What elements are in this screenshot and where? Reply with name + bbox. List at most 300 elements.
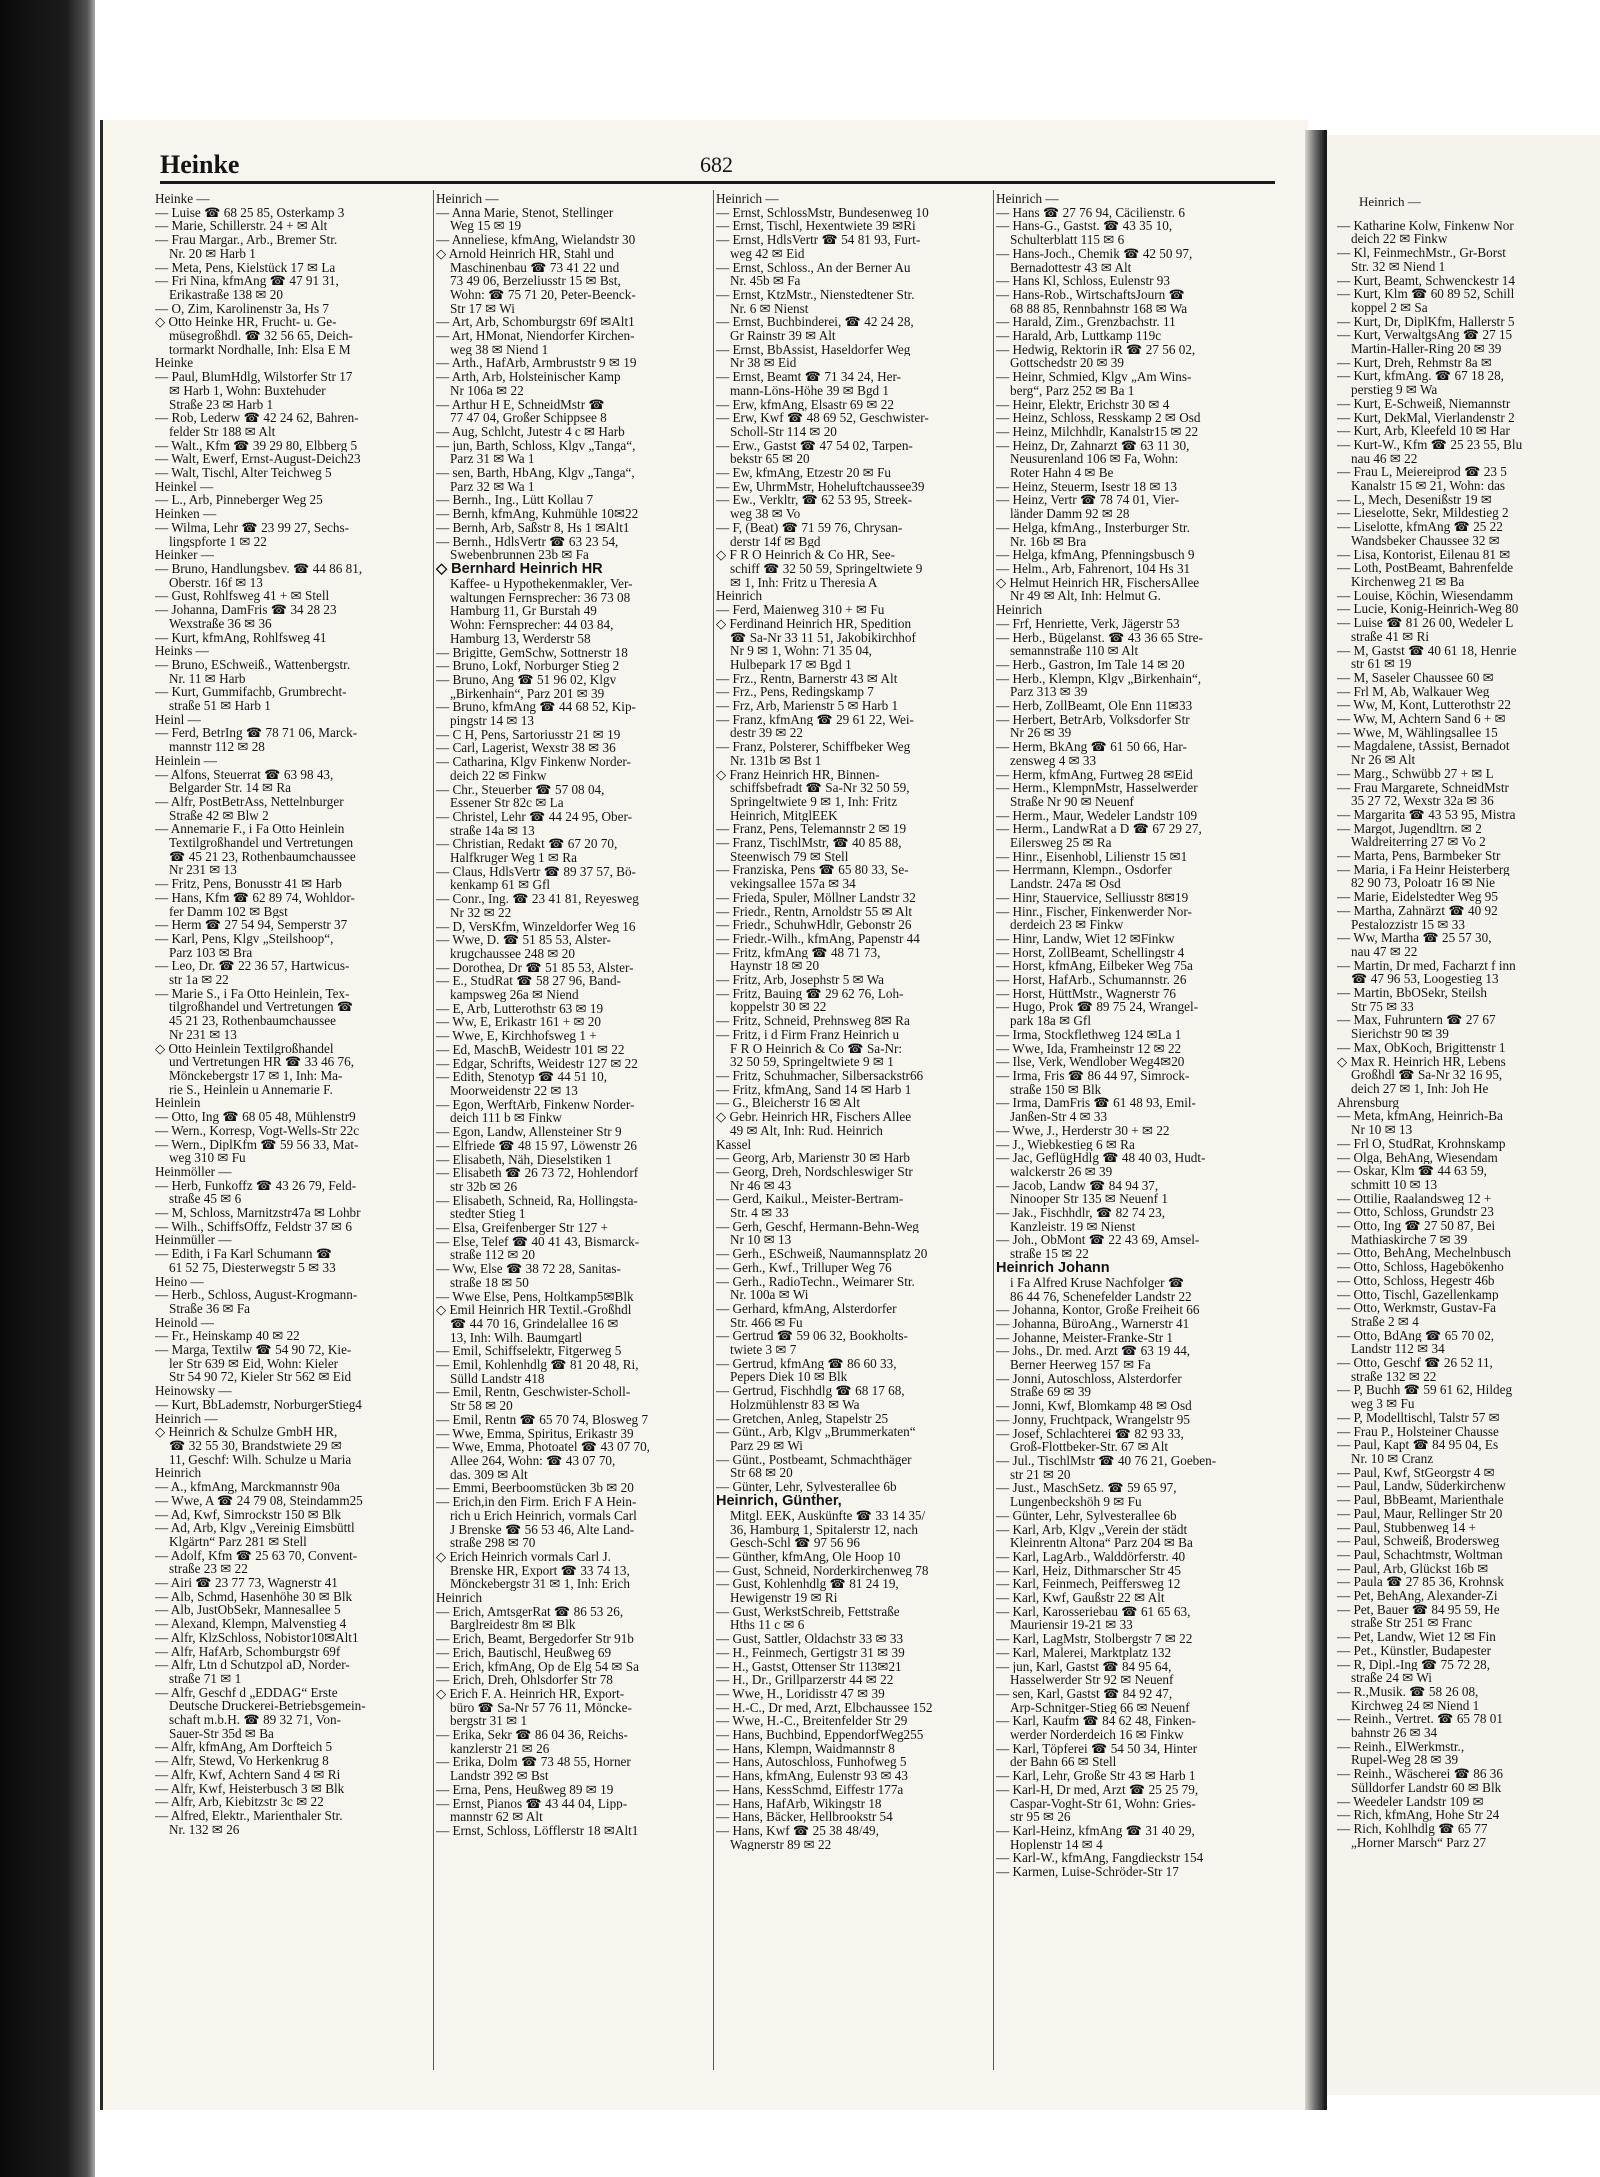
directory-entry-line: — Heinr, Schmied, Klgv „Am Wins-: [996, 370, 1192, 384]
directory-entry-line: Heinrich, MitglEEK: [730, 808, 838, 823]
facing-page-entry-line: — Rich, kfmAng, Hohe Str 24: [1337, 1808, 1500, 1822]
directory-entry-line: müsegroßhdl. ☎ 32 56 65, Deich-: [169, 329, 353, 343]
directory-entry-line: — Bruno, Handlungsbev. ☎ 44 86 81,: [155, 561, 363, 576]
directory-entry-line: — Friedr.-Wilh., kfmAng, Papenstr 44: [716, 931, 920, 946]
directory-entry-line: Ninooper Str 135 ✉ Neuenf 1: [1010, 1192, 1168, 1207]
directory-entry-line: — Conr., Ing. ☎ 23 41 81, Reyesweg: [436, 892, 639, 906]
directory-entry-line: Gottschedstr 20 ✉ 39: [1010, 356, 1124, 371]
directory-entry-line: — Wwe, H., Loridisstr 47 ✉ 39: [716, 1686, 885, 1701]
directory-entry-line: — Ernst, KtzMstr., Nienstedtener Str.: [716, 287, 915, 302]
directory-entry-line: Swebenbrunnen 23b ✉ Fa: [450, 548, 589, 562]
directory-entry-line: ◇ Ferdinand Heinrich HR, Spedition: [716, 616, 912, 631]
directory-entry-line: — D, VersKfm, Winzeldorfer Weg 16: [436, 919, 636, 934]
directory-entry-line: — Hans, Kfm ☎ 62 89 74, Wohldor-: [155, 890, 355, 905]
directory-entry-line: — Egon, WerftArb, Finkenw Norder-: [436, 1097, 635, 1112]
facing-page-entry-line: — Louise, Köchin, Wiesendamm: [1337, 588, 1514, 603]
directory-entry-line: ler Str 639 ✉ Eid, Wohn: Kieler: [169, 1356, 339, 1371]
directory-entry-line: Nr 38 ✉ Eid: [730, 356, 797, 371]
directory-entry-line: — Karl, Karosseriebau ☎ 61 65 63,: [996, 1604, 1191, 1619]
facing-page-entry-line: straße 41 ✉ Ri: [1351, 629, 1430, 644]
directory-entry-line: — Gerh., RadioTechn., Weimarer Str.: [716, 1274, 915, 1289]
directory-entry-line: — Alfr, Arb, Kiebitzstr 3c ✉ 22: [155, 1795, 324, 1809]
directory-entry-line: — Bruno, ESchweiß., Wattenbergstr.: [155, 657, 351, 672]
directory-entry-line: — Hans ☎ 27 76 94, Cäcilienstr. 6: [996, 205, 1185, 220]
directory-entry-line: Sülld Landstr 418: [450, 1371, 545, 1386]
directory-entry-line: — Arth., HafArb, Armbruststr 9 ✉ 19: [436, 356, 637, 371]
page-number: 682: [700, 152, 733, 177]
facing-page-entry-line: — Pet, BehAng, Alexander-Zi: [1337, 1589, 1498, 1603]
facing-page-entry-line: — Paul, Maur, Rellinger Str 20: [1337, 1506, 1503, 1521]
facing-page-entry-line: Waldreiterring 27 ✉ Vo 2: [1351, 835, 1486, 850]
directory-entry-line: — Harald, Arb, Luttkamp 119c: [996, 329, 1162, 343]
directory-entry-line: — Wwe, A ☎ 24 79 08, Steindamm25: [155, 1493, 363, 1508]
directory-entry-line: — Hans, KessSchmd, Eiffestr 177a: [716, 1782, 904, 1797]
directory-entry-line: — Herm., LandwRat a D ☎ 67 29 27,: [996, 822, 1202, 837]
directory-entry-line: Nr. 100a ✉ Wi: [730, 1288, 809, 1302]
directory-entry-line: — Erika, Sekr ☎ 86 04 36, Reichs-: [436, 1728, 628, 1742]
facing-page-entry-line: — P, Modelltischl, Talstr 57 ✉: [1337, 1410, 1500, 1425]
directory-entry-line: Wohn: Fernsprecher: 44 03 84,: [450, 618, 614, 632]
facing-page-entry-line: Sülldorfer Landstr 60 ✉ Blk: [1351, 1780, 1502, 1795]
facing-page-entry-line: str 61 ✉ 19: [1351, 657, 1412, 671]
directory-entry-line: — Karl, Töpferei ☎ 54 50 34, Hinter: [996, 1741, 1198, 1756]
facing-page-entry-line: — Luise ☎ 81 26 00, Wedeler L: [1337, 616, 1514, 630]
directory-entry-line: — Fritz, Pens, Bonusstr 41 ✉ Harb: [155, 877, 342, 891]
directory-entry-line: Pepers Diek 10 ✉ Blk: [730, 1370, 848, 1385]
directory-entry-line: — Josef, Schlachterei ☎ 82 93 33,: [996, 1426, 1184, 1441]
directory-entry-line: — Gust, Kohlenhdlg ☎ 81 24 19,: [716, 1577, 899, 1592]
directory-entry-line: — Walt, Ewerf, Ernst-August-Deich23: [155, 452, 361, 467]
directory-entry-line: — Franz, Pens, Telemannstr 2 ✉ 19: [716, 822, 907, 837]
directory-entry-line: Textilgroßhandel und Vertretungen: [169, 836, 354, 850]
directory-entry-line: — Heinz, Steuerm, Isestr 18 ✉ 13: [996, 479, 1177, 494]
directory-entry-line: — Karl, Pens, Klgv „Steilshoop“,: [155, 931, 334, 946]
facing-page-entry-line: — Kurt, E-Schweiß, Niemannstr: [1337, 396, 1511, 411]
directory-entry-line: deich 22 ✉ Finkw: [450, 768, 547, 783]
directory-entry-line: — Ernst, Beamt ☎ 71 34 24, Her-: [716, 370, 902, 384]
directory-entry-line: — Hans, Klempn, Waidmannstr 8: [716, 1741, 895, 1756]
directory-entry-line: — Günt., Arb, Klgv „Brummerkaten“: [716, 1425, 916, 1439]
directory-entry-line: — Rob, Lederw ☎ 42 24 62, Bahren-: [155, 411, 359, 425]
directory-entry-line: Parz 31 ✉ Wa 1: [450, 452, 535, 467]
facing-page-entry-line: — Paul, Schweiß, Brodersweg: [1337, 1534, 1500, 1548]
directory-entry-line: Nr. 11 ✉ Harb: [169, 671, 246, 686]
directory-entry-line: Kassel: [716, 1137, 752, 1152]
directory-entry-line: — Helga, kfmAng, Pfenningsbusch 9: [996, 548, 1195, 562]
directory-entry-line: park 18a ✉ Gfl: [1010, 1014, 1091, 1028]
directory-entry-line: — Bernh, Arb, Saßstr 8, Hs 1 ✉Alt1: [436, 520, 630, 535]
facing-page-entry-line: — Paul, Stubbenweg 14 +: [1337, 1520, 1476, 1535]
facing-page-entry-line: — M, Gastst ☎ 40 61 18, Henrie: [1337, 643, 1517, 658]
directory-entry-line: Wohn: ☎ 75 71 20, Peter-Beenck-: [450, 287, 636, 302]
directory-entry-line: — Bernh., Ing., Lütt Kollau 7: [436, 493, 594, 508]
facing-page-entry-line: 82 90 73, Poloatr 16 ✉ Nie: [1351, 876, 1496, 891]
facing-page-entry-line: — Martin, BbOSekr, Steilsh: [1337, 986, 1488, 1000]
directory-entry-line: — L., Arb, Pinneberger Weg 25: [155, 493, 323, 508]
directory-entry-line: 36, Hamburg 1, Spitalerstr 12, nach: [730, 1522, 919, 1537]
directory-entry-line: — Annemarie F., i Fa Otto Heinlein: [155, 822, 345, 837]
directory-entry-line: — Karl, Kaufm ☎ 84 62 48, Finken-: [996, 1714, 1196, 1729]
directory-entry-line: Nr. 45b ✉ Fa: [730, 274, 801, 288]
facing-page-entry-line: perstieg 9 ✉ Wa: [1351, 383, 1438, 397]
directory-entry-line: Belgarder Str. 14 ✉ Ra: [169, 781, 292, 795]
directory-entry-line: — Ferd, Maienweg 310 + ✉ Fu: [716, 603, 885, 617]
directory-entry-line: — Herrmann, Klempn., Osdorfer: [996, 863, 1172, 878]
directory-entry-line: Weg 15 ✉ 19: [450, 219, 522, 234]
directory-entry-line: ◇ Arnold Heinrich HR, Stahl und: [436, 246, 614, 261]
directory-entry-line: — Wwe, Emma, Spiritus, Erikastr 39: [436, 1426, 634, 1441]
directory-entry-line: tilgroßhandel und Vertretungen ☎: [169, 1000, 354, 1015]
running-head: Heinke: [160, 150, 240, 179]
directory-entry-line: — Paul, BlumHdlg, Wilstorfer Str 17: [155, 370, 353, 384]
directory-entry-line: Straße 23 ✉ Harb 1: [169, 397, 274, 412]
directory-entry-line: Deutsche Druckerei-Betriebsgemein-: [169, 1699, 366, 1714]
directory-entry-line: — Wwe, J., Herderstr 30 + ✉ 22: [996, 1123, 1170, 1138]
facing-page-entry-line: Kirchenweg 21 ✉ Ba: [1351, 574, 1465, 589]
directory-entry-line: — Erika, Dolm ☎ 73 48 55, Horner: [436, 1755, 631, 1770]
directory-entry-line: — Leo, Dr. ☎ 22 36 57, Hartwicus-: [155, 959, 350, 974]
facing-page-entry-line: Nr 10 ✉ 13: [1351, 1123, 1413, 1137]
directory-entry-line: Mönckebergstr 31 ✉ 1, Inh: Erich: [450, 1577, 631, 1592]
directory-entry-line: Nr. 6 ✉ Nienst: [730, 301, 809, 316]
directory-entry-line: — Emil, Kohlenhdlg ☎ 81 20 48, Ri,: [436, 1358, 639, 1372]
directory-entry-line: — Kurt, BbLademstr, NorburgerStieg4: [155, 1397, 362, 1412]
directory-entry-line: zensweg 4 ✉ 33: [1010, 753, 1097, 768]
directory-entry-line: — Herm, BkAng ☎ 61 50 66, Har-: [996, 740, 1187, 754]
directory-entry-line: bekstr 65 ✉ 20: [730, 452, 810, 467]
directory-entry-line: Mauriensir 19-21 ✉ 33: [1010, 1618, 1133, 1633]
directory-entry-line: — Ilse, Verk, Wendlober Weg4✉20: [996, 1055, 1185, 1069]
directory-entry-line: — Georg, Arb, Marienstr 30 ✉ Harb: [716, 1151, 910, 1165]
directory-entry-line: Heinowsky —: [155, 1384, 232, 1398]
directory-entry-line: Gr Rainstr 39 ✉ Alt: [730, 329, 836, 343]
directory-entry-line: — Alfr, KlzSchloss, Nobistor10✉Alt1: [155, 1630, 359, 1645]
facing-page-entry-line: Landstr 112 ✉ 34: [1351, 1342, 1445, 1357]
directory-entry-line: Klgärtn“ Parz 281 ✉ Stell: [169, 1534, 307, 1549]
directory-entry-line: — Herm., Maur, Wedeler Landstr 109: [996, 808, 1198, 823]
directory-entry-line: — Alfr, HafArb, Schomburgstr 69f: [155, 1644, 341, 1659]
directory-entry-line: walckerstr 26 ✉ 39: [1010, 1164, 1113, 1179]
directory-entry-line: — E, Arb, Lutterothstr 63 ✉ 19: [436, 1001, 604, 1016]
directory-entry-line: Steenwisch 79 ✉ Stell: [730, 849, 849, 864]
directory-entry-line: — Karl, Malerei, Marktplatz 132: [996, 1645, 1172, 1660]
directory-entry-line: — H., Dr., Grillparzerstr 44 ✉ 22: [716, 1673, 894, 1687]
directory-entry-line: — Ernst, Tischl, Hexentwiete 39 ✉Ri: [716, 219, 916, 234]
facing-page-entry-line: — Lucie, Konig-Heinrich-Weg 80: [1337, 602, 1519, 617]
directory-entry-line: — Heinr, Elektr, Erichstr 30 ✉ 4: [996, 397, 1170, 412]
directory-entry-line: — Marie S., i Fa Otto Heinlein, Tex-: [155, 986, 350, 1001]
facing-page-entry-line: — Meta, kfmAng, Heinrich-Ba: [1337, 1109, 1503, 1124]
directory-entry-line: Wagnerstr 89 ✉ 22: [730, 1837, 832, 1852]
directory-entry-line: Str 58 ✉ 20: [450, 1399, 513, 1413]
directory-entry-line: — Harald, Zim., Grenzbachstr. 11: [996, 315, 1176, 330]
facing-page-entry-line: — Reinh., Wäscherei ☎ 86 36: [1337, 1767, 1503, 1781]
facing-page-entry-line: — Otto, Werkmstr, Gustav-Fa: [1337, 1301, 1496, 1315]
directory-entry-line: Heinken —: [155, 507, 217, 521]
directory-entry-line: — Karl, Kwf, Gaußstr 22 ✉ Alt: [996, 1591, 1165, 1605]
directory-entry-line: Heinrich —: [155, 1411, 218, 1426]
directory-entry-line: — Meta, Pens, Kielstück 17 ✉ La: [155, 260, 336, 275]
directory-entry-line: — Gerd, Kaikul., Meister-Bertram-: [716, 1192, 904, 1207]
directory-entry-line: Straße Nr 90 ✉ Neuenf: [1010, 794, 1134, 809]
directory-entry-line: straße 45 ✉ 6: [169, 1192, 242, 1207]
facing-page-entry-line: deich 22 ✉ Finkw: [1351, 232, 1448, 247]
directory-entry-line: str 21 ✉ 20: [1010, 1467, 1071, 1482]
directory-entry-line: koppelstr 30 ✉ 22: [730, 1000, 827, 1015]
directory-entry-line: — Franz, TischlMstr, ☎ 40 85 88,: [716, 836, 902, 850]
facing-page-fragment: [1327, 135, 1600, 2095]
directory-entry-line: Berner Heerweg 157 ✉ Fa: [1010, 1358, 1151, 1372]
directory-entry-line: Straße 42 ✉ Blw 2: [169, 808, 269, 823]
directory-entry-line: — Günther, kfmAng, Ole Hoop 10: [716, 1549, 901, 1564]
directory-entry-line: — Alfr, Kwf, Achtern Sand 4 ✉ Ri: [155, 1767, 341, 1782]
directory-entry-line: das. 309 ✉ Alt: [450, 1467, 528, 1482]
directory-entry-line: — Catharina, Klgv Finkenw Norder-: [436, 755, 631, 769]
page-header: [160, 150, 1270, 180]
directory-entry-line: Heinrich Johann: [996, 1260, 1110, 1276]
directory-entry-line: F R O Heinrich & Co ☎ Sa-Nr:: [730, 1041, 903, 1056]
directory-entry-line: — Günt., Postbeamt, Schmachthäger: [716, 1452, 912, 1467]
directory-entry-line: Heinrich: [436, 1591, 483, 1605]
directory-entry-line: — Anneliese, kfmAng, Wielandstr 30: [436, 233, 636, 247]
directory-entry-line: Heinrich: [716, 589, 763, 604]
directory-entry-line: ☎ 32 55 30, Brandstwiete 29 ✉: [169, 1438, 342, 1453]
directory-entry-line: Janßen-Str 4 ✉ 33: [1010, 1110, 1108, 1124]
directory-entry-line: ☎ 44 70 16, Grindelallee 16 ✉: [450, 1316, 619, 1331]
directory-entry-line: — Gerhard, kfmAng, Alsterdorfer: [716, 1301, 897, 1316]
directory-entry-line: Moorweidenstr 22 ✉ 13: [450, 1084, 578, 1098]
facing-page-entry-line: — Otto, Tischl, Gazellenkamp: [1337, 1287, 1499, 1302]
directory-entry-line: — Alfr, kfmAng, Am Dorfteich 5: [155, 1740, 333, 1755]
directory-entry-line: — Horst, kfmAng, Eilbeker Weg 75a: [996, 959, 1193, 974]
directory-entry-line: Heinrich: [155, 1466, 202, 1481]
directory-entry-line: — Wilma, Lehr ☎ 23 99 27, Sechs-: [155, 520, 350, 535]
directory-entry-line: Heinke —: [155, 192, 210, 206]
directory-entry-line: ◇ Otto Heinke HR, Frucht- u. Ge-: [155, 315, 337, 330]
directory-entry-line: — Arth, Arb, Holsteinischer Kamp: [436, 370, 621, 384]
directory-entry-line: büro ☎ Sa-Nr 57 76 11, Möncke-: [450, 1700, 632, 1715]
directory-entry-line: — Kurt, kfmAng, Rohlfsweg 41: [155, 630, 327, 645]
directory-entry-line: — M, Schloss, Marnitzstr47a ✉ Lohbr: [155, 1206, 361, 1220]
directory-entry-line: — Franz, Polsterer, Schiffbeker Weg: [716, 740, 911, 754]
directory-entry-line: — Marga, Textilw ☎ 54 90 72, Kie-: [155, 1343, 352, 1357]
directory-entry-line: — Irma, DamFris ☎ 61 48 93, Emil-: [996, 1096, 1196, 1111]
directory-entry-line: Heinrich —: [716, 192, 779, 206]
directory-entry-line: — Hinr., Eisenhobl, Lilienstr 15 ✉1: [996, 849, 1188, 864]
directory-entry-line: Wexstraße 36 ✉ 36: [169, 616, 272, 631]
directory-entry-line: 61 52 75, Diesterwegstr 5 ✉ 33: [169, 1260, 336, 1275]
directory-entry-line: — Adolf, Kfm ☎ 25 63 70, Convent-: [155, 1548, 358, 1563]
directory-entry-line: Essener Str 82c ✉ La: [450, 796, 564, 810]
directory-entry-line: — Chr., Steuerber ☎ 57 08 04,: [436, 782, 605, 797]
directory-entry-line: ◇ Heinrich & Schulze GmbH HR,: [155, 1425, 338, 1439]
directory-entry-line: — Art, Arb, Schomburgstr 69f ✉Alt1: [436, 315, 635, 330]
directory-entry-line: Caspar-Voght-Str 61, Wohn: Gries-: [1010, 1796, 1196, 1811]
directory-entry-line: — Hans, Buchbind, EppendorfWeg255: [716, 1728, 924, 1742]
facing-page-entry-line: — Paul, Schachtmstr, Woltman: [1337, 1547, 1503, 1562]
directory-entry-line: — Gretchen, Anleg, Stapelstr 25: [716, 1411, 889, 1426]
directory-entry-line: Hamburg 13, Werderstr 58: [450, 631, 591, 646]
directory-entry-line: — Ww, E, Erikastr 161 + ✉ 20: [436, 1015, 601, 1030]
directory-entry-line: ◇ Otto Heinlein Textilgroßhandel: [155, 1041, 334, 1056]
directory-entry-line: — Ernst, SchlossMstr, Bundesenweg 10: [716, 205, 929, 220]
directory-entry-line: — Alb, JustObSekr, Mannesallee 5: [155, 1603, 341, 1618]
facing-page-entry-line: — Liselotte, kfmAng ☎ 25 22: [1337, 520, 1503, 534]
directory-entry-line: ◇ F R O Heinrich & Co HR, See-: [716, 548, 896, 562]
directory-column-4: [996, 192, 1270, 2072]
directory-entry-line: Heinrich —: [996, 192, 1059, 206]
directory-entry-line: straße 18 ✉ 50: [450, 1275, 529, 1290]
directory-entry-line: bergstr 31 ✉ 1: [450, 1714, 528, 1729]
directory-entry-line: Str 17 ✉ Wi: [450, 301, 515, 316]
directory-entry-line: kenkamp 61 ✉ Gfl: [450, 878, 551, 893]
directory-entry-line: — Heinz, Vertr ☎ 78 74 01, Vier-: [996, 493, 1179, 508]
directory-entry-line: — Johanna, BüroAng., Warnerstr 41: [996, 1316, 1190, 1331]
facing-page-entry-line: — Kurt, Dreh, Rehmstr 8a ✉: [1337, 355, 1492, 370]
facing-page-entry-line: — Lieselotte, Sekr, Mildestieg 2: [1337, 506, 1509, 521]
facing-page-entry-line: Ahrensburg: [1337, 1095, 1400, 1110]
directory-entry-line: — Elisabeth, Näh, Dieselstiken 1: [436, 1152, 612, 1167]
facing-page-entry-line: — Frau P., Holsteiner Chausse: [1337, 1424, 1499, 1439]
directory-entry-line: — Elsa, Greifenberger Str 127 +: [436, 1221, 608, 1235]
facing-page-entry-line: nau 46 ✉ 22: [1351, 451, 1418, 466]
directory-entry-line: str 32b ✉ 26: [450, 1179, 518, 1194]
directory-entry-line: — Dorothea, Dr ☎ 51 85 53, Alster-: [436, 960, 634, 975]
directory-entry-line: — Elisabeth ☎ 26 73 72, Hohlendorf: [436, 1166, 639, 1180]
directory-entry-line: — Kurt, Gummifachb, Grumbrecht-: [155, 685, 347, 700]
directory-entry-line: — Ernst, Pianos ☎ 43 44 04, Lipp-: [436, 1796, 628, 1811]
directory-entry-line: — Edgar, Schrifts, Weidestr 127 ✉ 22: [436, 1056, 638, 1071]
directory-entry-line: — Wwe, Emma, Photoatel ☎ 43 07 70,: [436, 1440, 650, 1454]
facing-page-lines: [1337, 219, 1600, 1850]
directory-entry-line: ☎ Sa-Nr 33 11 51, Jakobikirchhof: [730, 630, 916, 645]
directory-entry-line: krugchaussee 248 ✉ 20: [450, 946, 575, 961]
facing-page-entry-line: Pestalozzistr 15 ✉ 33: [1351, 917, 1465, 932]
directory-entry-line: — Hans-Joch., Chemik ☎ 42 50 97,: [996, 246, 1193, 261]
directory-entry-line: — Ww, Else ☎ 38 72 28, Sanitas-: [436, 1262, 621, 1276]
directory-entry-line: Roter Hahn 4 ✉ Be: [1010, 466, 1114, 480]
directory-entry-line: — Christel, Lehr ☎ 44 24 95, Ober-: [436, 809, 632, 824]
directory-entry-line: Nr 32 ✉ 22: [450, 905, 512, 920]
facing-page-entry-line: — R.,Musik. ☎ 58 26 08,: [1337, 1684, 1479, 1699]
facing-page-entry-line: Wandsbeker Chaussee 32 ✉: [1351, 533, 1500, 548]
facing-page-entry-line: — Paul, Kwf, StGeorgstr 4 ✉: [1337, 1465, 1495, 1480]
directory-entry-line: — Herb, ZollBeamt, Ole Enn 11✉33: [996, 699, 1193, 713]
directory-entry-line: — Alfr, Stewd, Vo Herkenkrug 8: [155, 1754, 329, 1768]
directory-entry-line: ✉ Harb 1, Wohn: Buxtehuder: [169, 383, 326, 398]
facing-page-entry-line: — Kl, FeinmechMstr., Gr-Borst: [1337, 246, 1506, 260]
facing-page-entry-line: ☎ 47 96 53, Loogestieg 13: [1351, 972, 1499, 987]
directory-entry-line: — Ew, kfmAng, Etzestr 20 ✉ Fu: [716, 466, 892, 480]
directory-entry-line: — Ad, Arb, Klgv „Vereinig Eimsbüttl: [155, 1521, 355, 1535]
directory-entry-line: Maschinenbau ☎ 73 41 22 und: [450, 260, 620, 275]
directory-entry-line: ◇ Helmut Heinrich HR, FischersAllee: [996, 575, 1200, 590]
directory-entry-line: Heinlein: [155, 1096, 201, 1111]
facing-page-entry-line: Martin-Haller-Ring 20 ✉ 39: [1351, 342, 1502, 356]
directory-entry-line: Heinmöller —: [155, 1164, 232, 1179]
directory-entry-line: — Fritz, Schuhmacher, Silbersackstr66: [716, 1069, 924, 1083]
directory-entry-line: — H., Gastst, Ottenser Str 113✉21: [716, 1659, 902, 1674]
directory-entry-line: schaft m.b.H. ☎ 89 32 71, Von-: [169, 1713, 341, 1727]
facing-page-entry-line: „Horner Marsch“ Parz 27: [1351, 1835, 1487, 1850]
directory-entry-line: 73 49 06, Berzeliusstr 15 ✉ Bst,: [450, 274, 621, 288]
facing-page-entry-line: — Marie, Eidelstedter Weg 95: [1337, 890, 1498, 904]
facing-page-entry-line: — Ottilie, Raalandsweg 12 +: [1337, 1191, 1492, 1206]
directory-entry-line: — Hans Kl, Schloss, Eulenstr 93: [996, 274, 1170, 288]
directory-entry-line: Neusurenland 106 ✉ Fa, Wohn:: [1010, 452, 1179, 467]
facing-page-entry-line: — Ww, Martha ☎ 25 57 30,: [1337, 931, 1492, 945]
directory-entry-line: — Jac, GeflügHdlg ☎ 48 40 03, Hudt-: [996, 1151, 1206, 1165]
facing-page-entry-line: — Lisa, Kontorist, Eilenau 81 ✉: [1337, 547, 1511, 562]
directory-entry-line: — Alb, Schmd, Hasenhöhe 30 ✉ Blk: [155, 1589, 353, 1604]
directory-entry-line: — Günter, Lehr, Sylvesterallee 6b: [716, 1480, 897, 1494]
directory-entry-line: — Emmi, Beerboomstücken 3b ✉ 20: [436, 1481, 634, 1496]
directory-entry-line: 68 88 85, Rennbahnstr 168 ✉ Wa: [1010, 301, 1188, 316]
directory-entry-line: — Otto, Ing ☎ 68 05 48, Mühlenstr9: [155, 1110, 356, 1124]
directory-entry-line: Erikastraße 138 ✉ 20: [169, 287, 283, 302]
directory-entry-line: — F, (Beat) ☎ 71 59 76, Chrysan-: [716, 520, 903, 535]
directory-entry-line: — Ew., Verkltr, ☎ 62 53 95, Streek-: [716, 493, 913, 508]
facing-page-entry-line: nau 47 ✉ 22: [1351, 944, 1418, 959]
directory-entry-line: — C H, Pens, Sartoriusstr 21 ✉ 19: [436, 727, 621, 742]
directory-entry-line: Haynstr 18 ✉ 20: [730, 959, 820, 974]
directory-entry-line: mann-Löns-Höhe 39 ✉ Bgd 1: [730, 383, 890, 398]
directory-entry-line: der Bahn 66 ✉ Stell: [1010, 1755, 1117, 1770]
directory-entry-line: Nr. 132 ✉ 26: [169, 1822, 240, 1837]
directory-entry-line: 32 50 59, Springeltwiete 9 ✉ 1: [730, 1055, 894, 1069]
directory-entry-line: — Jak., Fischhdlr, ☎ 82 74 23,: [996, 1206, 1166, 1220]
facing-page-entry-line: — Frl O, StudRat, Krohnskamp: [1337, 1136, 1506, 1151]
directory-entry-line: — Frf, Henriette, Verk, Jägerstr 53: [996, 616, 1180, 631]
directory-entry-line: ◇ Emil Heinrich HR Textil.-Großhdl: [436, 1303, 632, 1317]
directory-entry-line: Landstr 392 ✉ Bst: [450, 1769, 549, 1783]
directory-entry-line: — Fritz, kfmAng, Sand 14 ✉ Harb 1: [716, 1082, 912, 1097]
directory-entry-line: — Karl-Heinz, kfmAng ☎ 31 40 29,: [996, 1823, 1195, 1838]
directory-entry-line: — Hans, Bäcker, Hellbrookstr 54: [716, 1810, 893, 1824]
facing-page-entry-line: Kirchweg 24 ✉ Niend 1: [1351, 1698, 1480, 1713]
directory-entry-line: „Birkenhain“, Parz 201 ✉ 39: [450, 686, 605, 701]
directory-entry-line: — Gust, Schneid, Norderkirchenweg 78: [716, 1563, 929, 1578]
directory-entry-line: ◇ Gebr. Heinrich HR, Fischers Allee: [716, 1110, 912, 1124]
facing-page-entry-line: — Max, ObKoch, Brigittenstr 1: [1337, 1040, 1506, 1055]
directory-entry-line: Nr 106a ✉ 22: [450, 383, 524, 398]
facing-page-entry-line: — Paul, Arb, Glückst 16b ✉: [1337, 1561, 1489, 1576]
directory-entry-line: — Herb., Gastron, Im Tale 14 ✉ 20: [996, 657, 1185, 672]
directory-entry-line: — Fritz, Arb, Josephstr 5 ✉ Wa: [716, 973, 884, 987]
facing-page-entry-line: straße 24 ✉ Wi: [1351, 1671, 1432, 1685]
directory-entry-line: — Wwe Else, Pens, Holtkamp5✉Blk: [436, 1289, 634, 1304]
directory-entry-line: — Johanna, DamFris ☎ 34 28 23: [155, 603, 337, 617]
directory-entry-line: — Jonni, Autoschloss, Alsterdorfer: [996, 1371, 1182, 1386]
directory-entry-line: Heinks —: [155, 644, 209, 658]
directory-entry-line: — Herb., Bügelanst. ☎ 43 36 65 Stre-: [996, 630, 1203, 645]
directory-entry-line: Landstr. 247a ✉ Osd: [1010, 877, 1121, 891]
facing-page-entry-line: — Pet., Künstler, Budapester: [1337, 1643, 1492, 1658]
directory-entry-line: — Bruno, kfmAng ☎ 44 68 52, Kip-: [436, 700, 636, 715]
column-divider: [993, 190, 994, 2070]
directory-entry-line: — Bernh., HdlsVertr ☎ 63 23 54,: [436, 534, 619, 549]
directory-entry-line: kanzlerstr 21 ✉ 26: [450, 1741, 550, 1756]
directory-entry-line: Str 68 ✉ 20: [730, 1466, 793, 1481]
directory-entry-line: Gesch-Schl ☎ 97 56 96: [730, 1536, 860, 1550]
directory-entry-line: — Johanne, Meister-Franke-Str 1: [996, 1330, 1173, 1345]
facing-page-entry-line: — Pet, Landw, Wiet 12 ✉ Fin: [1337, 1630, 1496, 1644]
facing-page-entry-line: — Ww, M, Achtern Sand 6 + ✉: [1337, 712, 1506, 726]
facing-page-heading: Heinrich —: [1359, 194, 1421, 209]
directory-entry-line: — Joh., ObMont ☎ 22 43 69, Amsel-: [996, 1233, 1200, 1248]
facing-page-entry-line: — Oskar, Klm ☎ 44 63 59,: [1337, 1164, 1487, 1178]
directory-entry-line: — Egon, Landw, Allensteiner Str 9: [436, 1125, 622, 1139]
